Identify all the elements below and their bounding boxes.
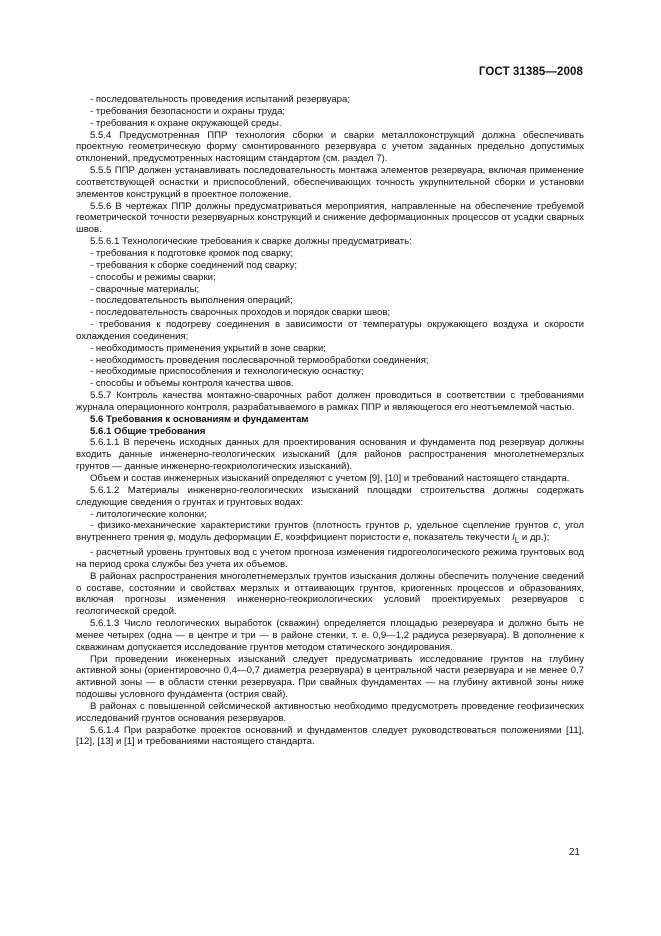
paragraph: В районах распространения многолетнемерзлых грунтов изыскания должны обеспечить получение сведений о составе, состоянии и свойствах мерзлых и оттаивающих грунтов, криогенных процессов и образованиях, включая прогнозы изменения инженерно-геокриологических условий проектируемых резервуаров с геологической средой. xyxy=(76,570,584,618)
page-number: 21 xyxy=(568,847,580,858)
paragraph: 5.5.4 Предусмотренная ППР технология сборки и сварки металлоконструкций должна обеспечивать проектную геометрическую форму смонтированного резервуара с учетом заданных предельно допустимых отклонений, предусмотренных настоящим стандартом (см. раздел 7). xyxy=(76,129,584,165)
paragraph: 5.5.6 В чертежах ППР должны предусматриваться мероприятия, направленные на обеспечение требуемой геометрической точности резервуарных конструкций и снижение деформационных процессов от усадки сварных швов. xyxy=(76,200,584,236)
list-item: - необходимые приспособления и технологическую оснастку; xyxy=(90,366,364,378)
list-item: - требования к подогреву соединения в зависимости от температуры окружающего воздуха и скорости охлаждения соединения; xyxy=(76,319,584,342)
list-item: - необходимость применения укрытий в зоне сварки; xyxy=(90,342,326,354)
document-body xyxy=(76,94,584,748)
list-item: - требования к сборке соединений под сварку; xyxy=(90,259,298,271)
list-item: - требования к подготовке кромок под сварку; xyxy=(90,247,294,259)
list-item: - последовательность сварочных проходов и порядок сварки швов; xyxy=(90,307,391,319)
paragraph: 5.5.6.1 Технологические требования к сварке должны предусматривать: xyxy=(90,236,412,248)
paragraph: 5.6.1.3 Число геологических выработок (скважин) определяется площадью резервуара и должно быть не менее четырех (одна — в центре и три — в районе стенки, т. е. 0,9—1,2 радиуса резервуара). В дополнение к скважинам допускается исследование грунтов методом статического зондирования. xyxy=(76,618,584,653)
paragraph: 5.5.7 Контроль качества монтажно-сварочных работ должен проводиться в соответствии с требованиями журнала операционного контроля, разрабатываемого в рамках ППР и являющегося его неотъемлемой частью. xyxy=(76,390,584,413)
list-item: - литологические колонки; xyxy=(90,508,207,520)
paragraph: 5.5.5 ППР должен устанавливать последовательность монтажа элементов резервуара, включая применение соответствующей оснастки и приспособлений, обеспечивающих точность укрупнительной сборки и установки элементов конструкций в проектное положение. xyxy=(76,165,584,200)
list-item: - физико-механические характеристики грунтов (плотность грунтов ρ, удельное сцепление грунтов с, угол внутреннего трения φ, модуль деформации E, коэффициент пористости е, показатель текучести $I_L$ и др.); xyxy=(76,520,585,546)
list-item: - расчетный уровень грунтовых вод с учетом прогноза изменения гидрогеологического режима грунтовых вод на период срока службы без учета их объемов. xyxy=(76,546,584,570)
list-item: - последовательность проведения испытаний резервуара; xyxy=(90,94,350,105)
paragraph: 5.6.1.1 В перечень исходных данных для проектирования основания и фундамента под резервуар должны входить данные инженерно-геологических изысканий (для районов распространения многолетнемерзлых грунтов — данные инженерно-геокриологических изысканий). xyxy=(76,437,584,473)
section-heading: 5.6 Требования к основаниям и фундаментам xyxy=(90,413,309,425)
list-item: - последовательность выполнения операций; xyxy=(90,295,293,307)
paragraph: 5.6.1.2 Материалы инженерно-геологических изысканий площадки строительства должны содержать следующие сведения о грунтах и грунтовых водах: xyxy=(76,484,584,508)
list-item: - требования к охране окружающей среды. xyxy=(90,117,282,129)
paragraph: В районах с повышенной сейсмической активностью необходимо предусмотреть проведение геофизических исследований грунтов основания резервуаров. xyxy=(76,700,584,724)
paragraph: Объем и состав инженерных изысканий определяют с учетом [9], [10] и требований настоящего стандарта. xyxy=(90,473,570,484)
document-id: ГОСТ 31385—2008 xyxy=(478,66,583,78)
list-item: - требования безопасности и охраны труда; xyxy=(90,105,286,117)
subsection-heading: 5.6.1 Общие требования xyxy=(90,425,206,437)
list-item: - необходимость проведения послесварочной термообработки соединения; xyxy=(90,354,429,366)
list-item: - способы и режимы сварки; xyxy=(90,271,216,283)
list-item: - способы и объемы контроля качества швов. xyxy=(90,378,294,390)
list-item: - сварочные материалы; xyxy=(90,283,200,295)
paragraph: 5.6.1.4 При разработке проектов оснований и фундаментов следует руководствоваться положениями [11], [12], [13] и [1] и требованиями настоящего стандарта. xyxy=(76,724,584,748)
paragraph: При проведении инженерных изысканий следует предусматривать исследование грунтов на глубину активной зоны (ориентировочно 0,4—0,7 диаметра резервуара) в центральной части резервуара и не менее 0,7 активной зоны — в области стенки резервуара. При свайных фундаментах — на глубину активной зоны ниже подошвы условного фундамента (острия свай). xyxy=(76,653,584,701)
